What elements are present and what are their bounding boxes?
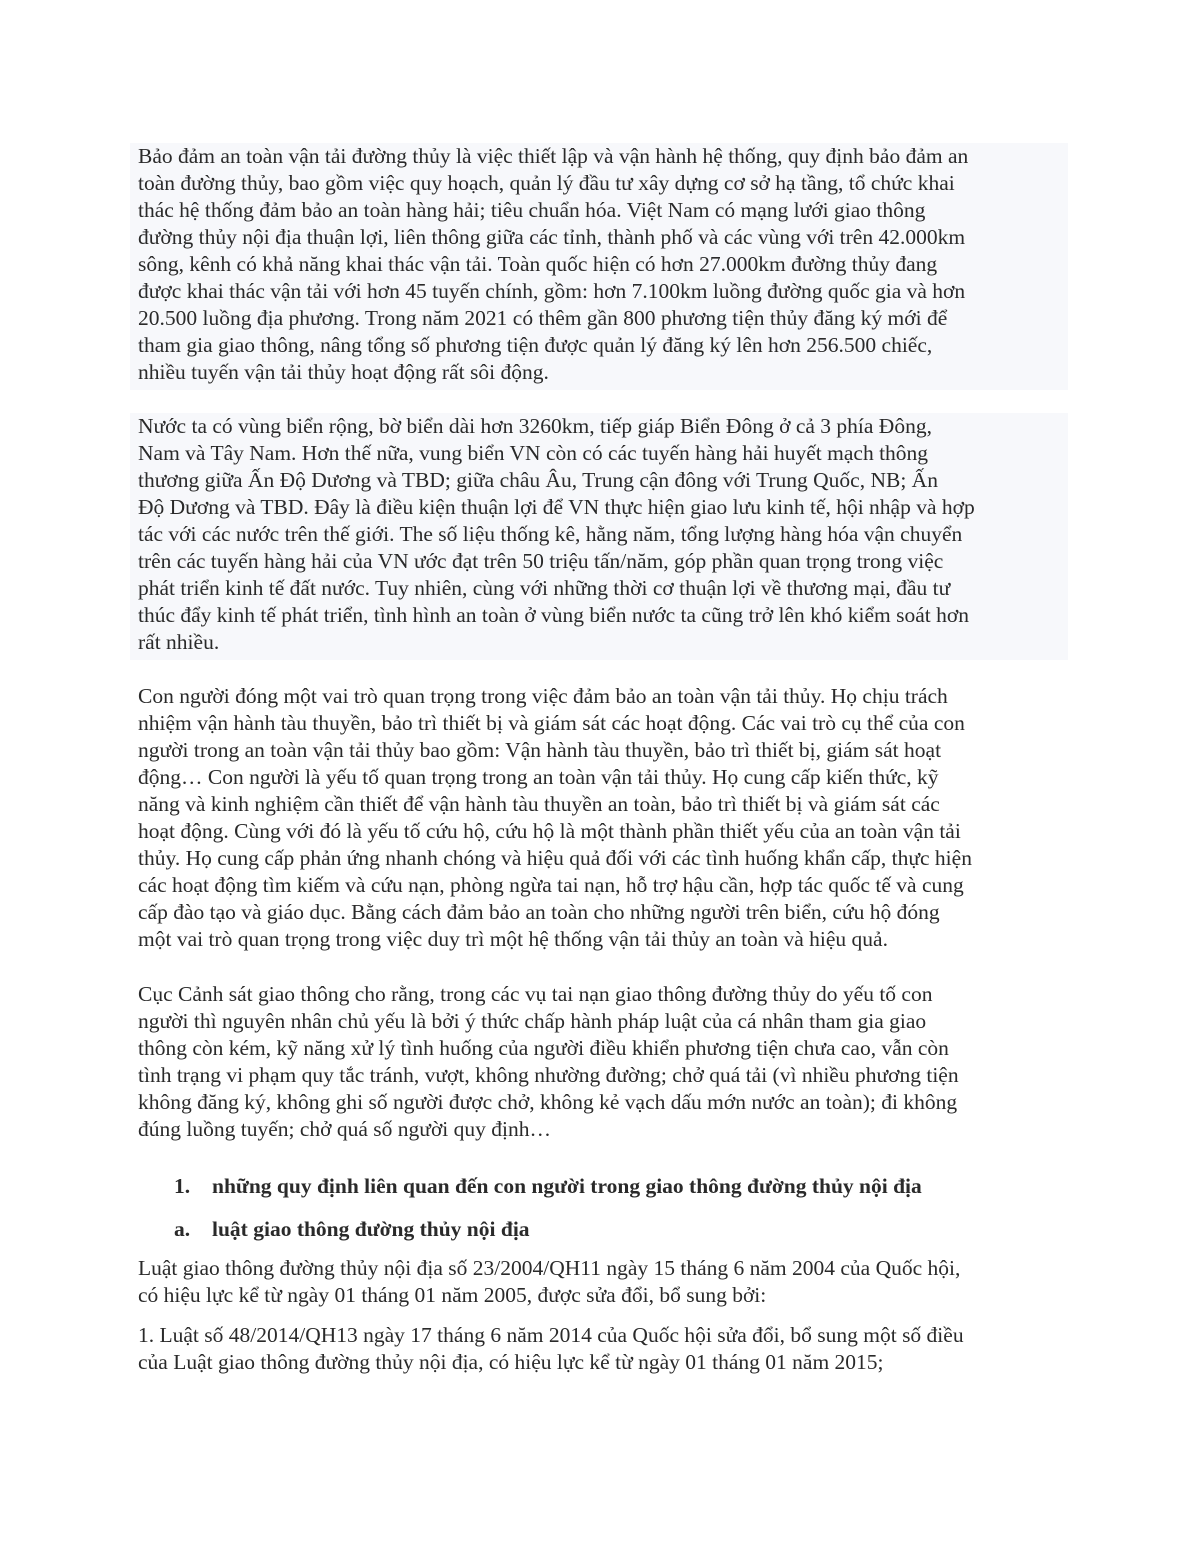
text-line: cấp đào tạo và giáo dục. Bằng cách đảm bảo an toàn cho những người trên biển, cứu hộ đóng	[138, 900, 940, 924]
text-line: trên các tuyến hàng hải của VN ước đạt trên 50 triệu tấn/năm, góp phần quan trọng trong việc	[138, 549, 944, 573]
text-line: các hoạt động tìm kiếm và cứu nạn, phòng ngừa tai nạn, hỗ trợ hậu cần, hợp tác quốc tế và cung	[138, 873, 964, 897]
text-line: đường thủy nội địa thuận lợi, liên thông giữa các tỉnh, thành phố và các vùng với trên 42.000km	[138, 225, 966, 249]
text-line: người thì nguyên nhân chủ yếu là bởi ý thức chấp hành pháp luật của cá nhân tham gia giao	[138, 1009, 927, 1033]
subsection-heading	[174, 1217, 530, 1242]
text-line: thác hệ thống đảm bảo an toàn hàng hải; tiêu chuẩn hóa. Việt Nam có mạng lưới giao thông	[138, 198, 926, 222]
text-line: Nước ta có vùng biển rộng, bờ biển dài hơn 3260km, tiếp giáp Biển Đông ở cả 3 phía Đông,	[138, 414, 932, 438]
text-line: của Luật giao thông đường thủy nội địa, có hiệu lực kể từ ngày 01 tháng 01 năm 2015;	[138, 1350, 884, 1374]
paragraph-waterway-safety	[138, 143, 1068, 390]
heading-text: những quy định liên quan đến con người trong giao thông đường thủy nội địa	[212, 1174, 922, 1198]
text-line: có hiệu lực kể từ ngày 01 tháng 01 năm 2005, được sửa đổi, bổ sung bởi:	[138, 1283, 767, 1307]
text-line: được khai thác vận tải với hơn 45 tuyến chính, gồm: hơn 7.100km luồng đường quốc gia và hơn	[138, 279, 966, 303]
text-line: Con người đóng một vai trò quan trọng trong việc đảm bảo an toàn vận tải thủy. Họ chịu trách	[138, 684, 948, 708]
text-line: Độ Dương và TBD. Đây là điều kiện thuận lợi để VN thực hiện giao lưu kinh tế, hội nhập và hợp	[138, 495, 975, 519]
text-line: Luật giao thông đường thủy nội địa số 23/2004/QH11 ngày 15 tháng 6 năm 2004 của Quốc hội,	[138, 1256, 961, 1280]
text-line: nhiệm vận hành tàu thuyền, bảo trì thiết bị và giám sát các hoạt động. Các vai trò cụ thể của con	[138, 711, 965, 735]
paragraph-traffic-police	[138, 981, 1068, 1143]
text-line: đúng luồng tuyến; chở quá số người quy định…	[138, 1117, 552, 1141]
heading-number: 1.	[174, 1174, 191, 1198]
text-line: tác với các nước trên thế giới. The số liệu thống kê, hằng năm, tổng lượng hàng hóa vận chuyển	[138, 522, 963, 546]
text-line: động… Con người là yếu tố quan trọng trong an toàn vận tải thủy. Họ cung cấp kiến thức, kỹ	[138, 765, 939, 789]
text-line: sông, kênh có khả năng khai thác vận tải. Toàn quốc hiện có hơn 27.000km đường thủy đang	[138, 252, 938, 276]
heading-text: luật giao thông đường thủy nội địa	[212, 1217, 530, 1241]
text-line: Cục Cảnh sát giao thông cho rằng, trong các vụ tai nạn giao thông đường thủy do yếu tố con	[138, 982, 933, 1006]
text-line: nhiều tuyến vận tải thủy hoạt động rất sôi động.	[138, 360, 549, 384]
text-line: thúc đẩy kinh tế phát triển, tình hình an toàn ở vùng biển nước ta cũng trở lên khó kiểm soát hơn	[138, 603, 969, 627]
text-line: tham gia giao thông, nâng tổng số phương tiện được quản lý đăng ký lên hơn 256.500 chiếc,	[138, 333, 933, 357]
text-line: không đăng ký, không ghi số người được chở, không kẻ vạch dấu mớn nước an toàn); đi không	[138, 1090, 958, 1114]
paragraph-law-amendment	[138, 1322, 1068, 1376]
paragraph-law-intro	[138, 1255, 1068, 1309]
text-line: toàn đường thủy, bao gồm việc quy hoạch, quản lý đầu tư xây dựng cơ sở hạ tầng, tổ chức khai	[138, 171, 955, 195]
text-line: hoạt động. Cùng với đó là yếu tố cứu hộ, cứu hộ là một thành phần thiết yếu của an toàn vận tải	[138, 819, 961, 843]
heading-number: a.	[174, 1217, 191, 1241]
text-line: năng và kinh nghiệm cần thiết để vận hành tàu thuyền an toàn, bảo trì thiết bị và giám sát các	[138, 792, 940, 816]
shaded-text-block	[130, 413, 1068, 660]
text-line: tình trạng vi phạm quy tắc tránh, vượt, không nhường đường; chở quá tải (vì nhiều phương tiện	[138, 1063, 959, 1087]
text-line: Bảo đảm an toàn vận tải đường thủy là việc thiết lập và vận hành hệ thống, quy định bảo đảm an	[138, 144, 969, 168]
text-line: Nam và Tây Nam. Hơn thế nữa, vung biển VN còn có các tuyến hàng hải huyết mạch thông	[138, 441, 929, 465]
text-line: một vai trò quan trọng trong việc duy trì một hệ thống vận tải thủy an toàn và hiệu quả.	[138, 927, 888, 951]
shaded-text-block	[130, 143, 1068, 390]
text-line: thủy. Họ cung cấp phản ứng nhanh chóng và hiệu quả đối với các tình huống khẩn cấp, thực hiện	[138, 846, 972, 870]
text-line: thông còn kém, kỹ năng xử lý tình huống của người điều khiển phương tiện chưa cao, vẫn còn	[138, 1036, 949, 1060]
paragraph-human-role	[138, 683, 1068, 953]
text-line: rất nhiều.	[138, 630, 220, 654]
text-line: phát triển kinh tế đất nước. Tuy nhiên, cùng với những thời cơ thuận lợi về thương mại, đầu tư	[138, 576, 951, 600]
text-line: thương giữa Ấn Độ Dương và TBD; giữa châu Âu, Trung cận đông với Trung Quốc, NB; Ấn	[138, 468, 938, 492]
text-line: người trong an toàn vận tải thủy bao gồm: Vận hành tàu thuyền, bảo trì thiết bị, giám sát hoạt	[138, 738, 942, 762]
text-line: 20.500 luồng địa phương. Trong năm 2021 có thêm gần 800 phương tiện thủy đăng ký mới để	[138, 306, 948, 330]
section-heading	[174, 1174, 922, 1199]
text-line: 1. Luật số 48/2014/QH13 ngày 17 tháng 6 năm 2014 của Quốc hội sửa đổi, bổ sung một số điều	[138, 1323, 964, 1347]
paragraph-sea-region	[138, 413, 1068, 660]
